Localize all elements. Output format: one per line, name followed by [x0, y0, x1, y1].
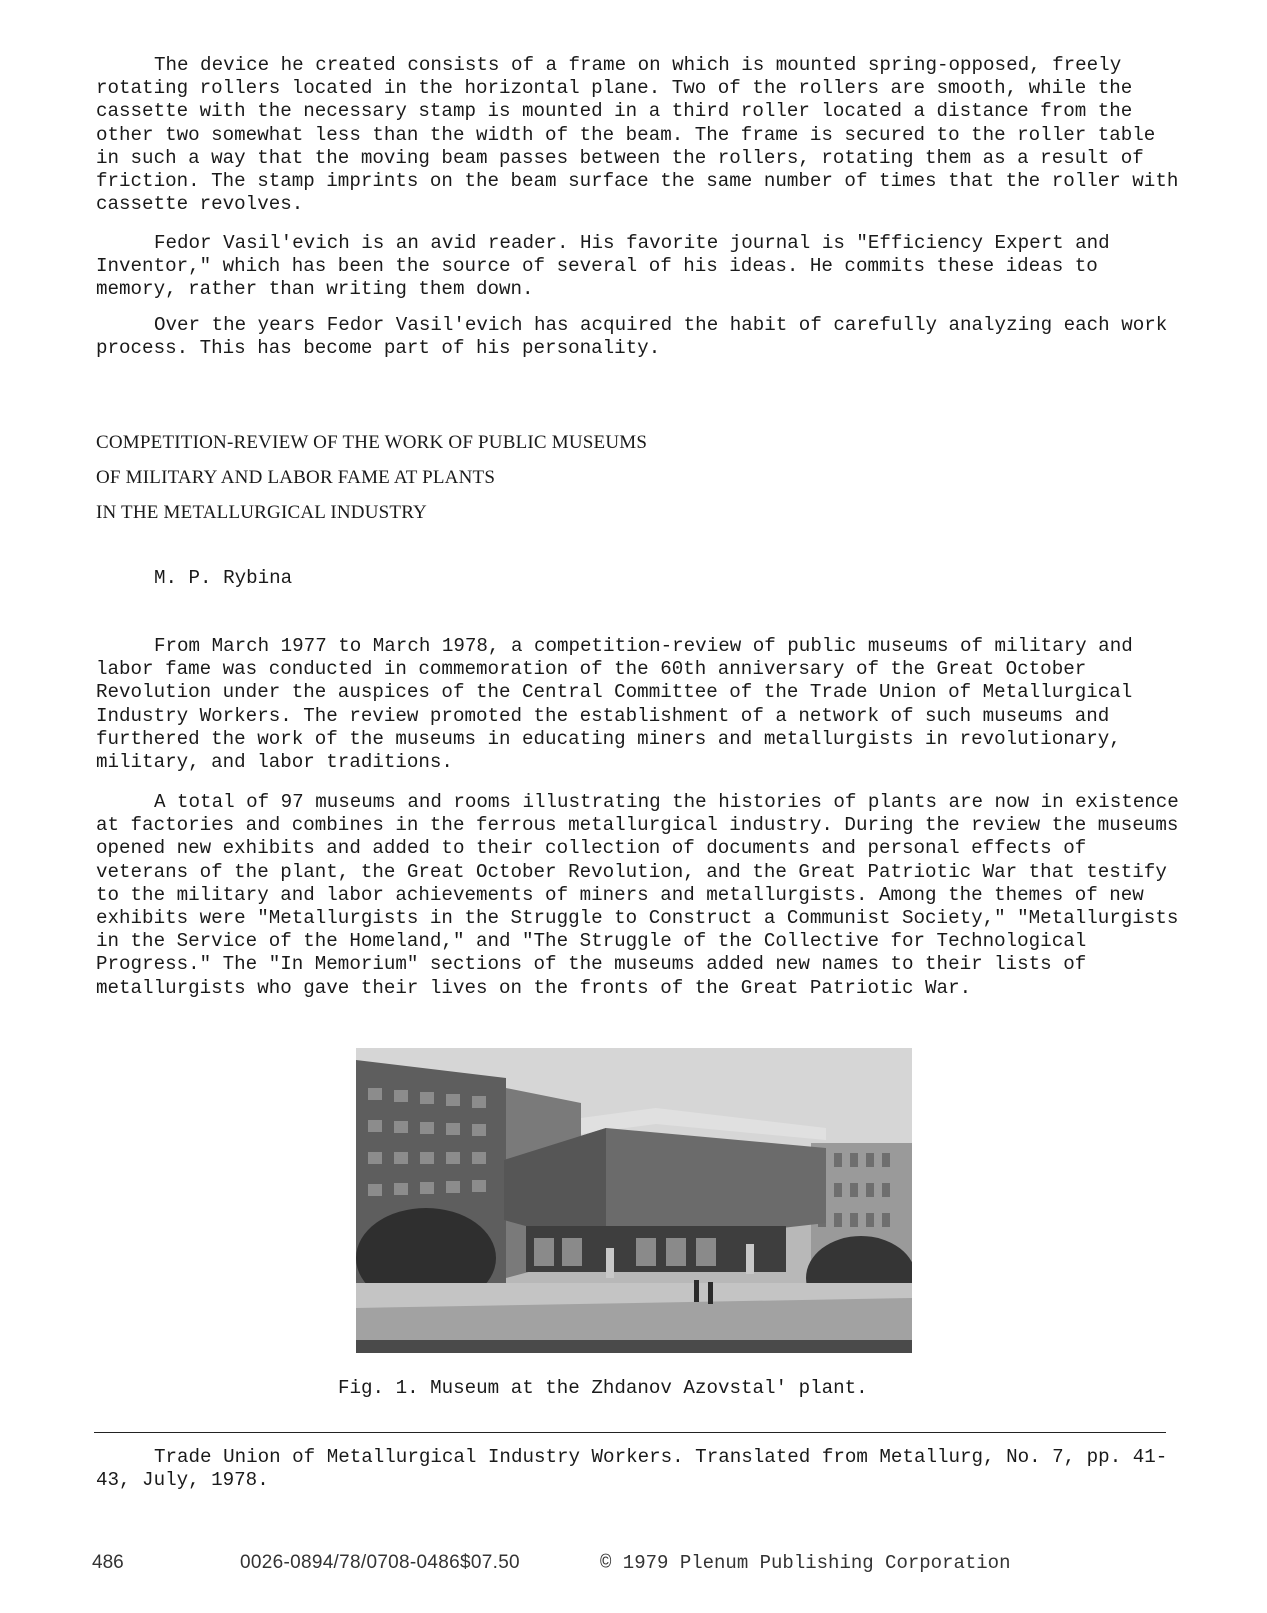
figure-caption: Fig. 1. Museum at the Zhdanov Azovstal' plant. — [338, 1377, 868, 1399]
copyright: © 1979 Plenum Publishing Corporation — [600, 1552, 1011, 1574]
author-name: M. P. Rybina — [154, 567, 293, 589]
page-number: 486 — [92, 1552, 124, 1573]
article-code: 0026-0894/78/0708-0486$07.50 — [240, 1552, 520, 1573]
article-title-line-1: COMPETITION-REVIEW OF THE WORK OF PUBLIC MUSEUMS — [96, 432, 648, 453]
article-title-line-3: IN THE METALLURGICAL INDUSTRY — [96, 502, 427, 523]
footnote-divider — [94, 1432, 1166, 1433]
paragraph-device: The device he created consists of a frame on which is mounted spring-opposed, freely rotating rollers located in the horizontal plane. Two of the rollers are smooth, while the cassette with the necessary stamp is mounted in a third roller located a distance from the other two somewhat less than the width of the beam. The frame is secured to the roller table in such a way that the moving beam passes between the rollers, rotating them as a result of friction. The stamp imprints on the beam surface the same number of times that the roller with cassette revolves. — [96, 54, 1179, 216]
museum-photo — [356, 1048, 912, 1353]
paragraph-reader: Fedor Vasil'evich is an avid reader. His favorite journal is "Efficiency Expert and Inventor," which has been the source of several of his ideas. He commits these ideas to memory, rather than writing them down. — [96, 232, 1110, 301]
paragraph-competition: From March 1977 to March 1978, a competition-review of public museums of military and labor fame was conducted in commemoration of the 60th anniversary of the Great October Revolution under the auspices of the Central Committee of the Trade Union of Metallurgical Industry Workers. The review promoted the establishment of a network of such museums and furthered the work of the museums in educating miners and metallurgists in revolutionary, military, and labor traditions. — [96, 635, 1133, 774]
paragraph-museums: A total of 97 museums and rooms illustrating the histories of plants are now in existence at factories and combines in the ferrous metallurgical industry. During the review the museums opened new exhibits and added to their collection of documents and personal effects of veterans of the plant, the Great October Revolution, and the Great Patriotic War that testify to the military and labor achievements of miners and metallurgists. Among the themes of new exhibits were "Metallurgists in the Struggle to Construct a Communist Society," "Metallurgists in the Service of the Homeland," and "The Struggle of the Collective for Technological Progress." The "In Memorium" sections of the museums added new names to their lists of metallurgists who gave their lives on the fronts of the Great Patriotic War. — [96, 791, 1179, 999]
paragraph-habit: Over the years Fedor Vasil'evich has acquired the habit of carefully analyzing each work process. This has become part of his personality. — [96, 314, 1168, 360]
footnote: Trade Union of Metallurgical Industry Workers. Translated from Metallurg, No. 7, pp. 41-43, July, 1978. — [96, 1446, 1168, 1491]
article-title-line-2: OF MILITARY AND LABOR FAME AT PLANTS — [96, 467, 496, 488]
